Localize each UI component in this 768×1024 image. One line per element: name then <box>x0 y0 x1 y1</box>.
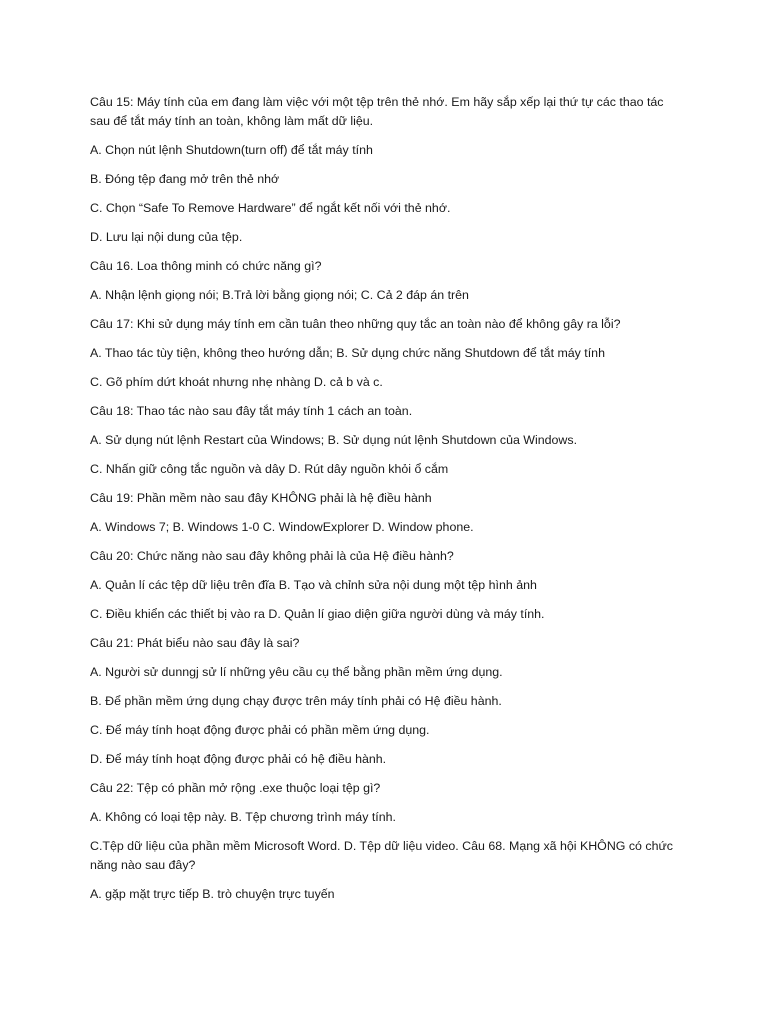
question-68-options: A. gặp mặt trực tiếp B. trò chuyện trực tuyến <box>90 887 335 901</box>
question-15-option-d: D. Lưu lại nội dung của tệp. <box>90 230 243 244</box>
question-22-text: Câu 22: Tệp có phần mở rộng .exe thuộc loại tệp gì? <box>90 781 381 795</box>
question-15-option-b: B. Đóng tệp đang mở trên thẻ nhớ <box>90 172 280 186</box>
question-21-option-d: D. Để máy tính hoạt động được phải có hệ điều hành. <box>90 752 387 766</box>
question-22-options-ab: A. Không có loại tệp này. B. Tệp chương trình máy tính. <box>90 810 396 824</box>
question-17-options-ab: A. Thao tác tùy tiện, không theo hướng dẫn; B. Sử dụng chức năng Shutdown để tắt máy tính <box>90 346 605 360</box>
question-18-options-ab: A. Sử dụng nút lệnh Restart của Windows; B. Sử dụng nút lệnh Shutdown của Windows. <box>90 433 578 447</box>
question-21-option-c: C. Để máy tính hoạt động được phải có phần mềm ứng dụng. <box>90 723 430 737</box>
question-20-text: Câu 20: Chức năng nào sau đây không phải là của Hệ điều hành? <box>90 549 454 563</box>
question-18-options-cd: C. Nhấn giữ công tắc nguồn và dây D. Rút dây nguồn khỏi ổ cắm <box>90 462 449 476</box>
question-16-options: A. Nhận lệnh giọng nói; B.Trả lời bằng giọng nói; C. Cả 2 đáp án trên <box>90 288 469 302</box>
question-20-options-cd: C. Điều khiển các thiết bị vào ra D. Quản lí giao diện giữa người dùng và máy tính. <box>90 607 545 621</box>
question-17-text: Câu 17: Khi sử dụng máy tính em cần tuân theo những quy tắc an toàn nào để không gây ra lỗi? <box>90 317 621 331</box>
question-19-options: A. Windows 7; B. Windows 1-0 C. WindowExplorer D. Window phone. <box>90 520 474 534</box>
document-page <box>90 93 680 914</box>
question-21-option-a: A. Người sử dunngj sử lí những yêu cầu cụ thể bằng phần mềm ứng dụng. <box>90 665 503 679</box>
question-18-text: Câu 18: Thao tác nào sau đây tắt máy tính 1 cách an toàn. <box>90 404 413 418</box>
question-21-text: Câu 21: Phát biểu nào sau đây là sai? <box>90 636 300 650</box>
question-16-text: Câu 16. Loa thông minh có chức năng gì? <box>90 259 322 273</box>
question-17-options-cd: C. Gõ phím dứt khoát nhưng nhẹ nhàng D. cả b và c. <box>90 375 383 389</box>
question-19-text: Câu 19: Phần mềm nào sau đây KHÔNG phải là hệ điều hành <box>90 491 432 505</box>
question-20-options-ab: A. Quản lí các tệp dữ liệu trên đĩa B. Tạo và chỉnh sửa nội dung một tệp hình ảnh <box>90 578 537 592</box>
question-15-option-a: A. Chọn nút lệnh Shutdown(turn off) để tắt máy tính <box>90 143 373 157</box>
question-15-text: Câu 15: Máy tính của em đang làm việc với một tệp trên thẻ nhớ. Em hãy sắp xếp lại thứ tự các thao tác sau để tắt máy tính an toàn, không làm mất dữ liệu. <box>90 95 664 128</box>
question-22-options-cd: C.Tệp dữ liệu của phần mềm Microsoft Word. D. Tệp dữ liệu video. Câu 68. Mạng xã hội KHÔNG có chức năng nào sau đây? <box>90 839 673 872</box>
question-21-option-b: B. Để phần mềm ứng dụng chạy được trên máy tính phải có Hệ điều hành. <box>90 694 502 708</box>
question-15-option-c: C. Chọn “Safe To Remove Hardware” để ngắt kết nối với thẻ nhớ. <box>90 201 451 215</box>
